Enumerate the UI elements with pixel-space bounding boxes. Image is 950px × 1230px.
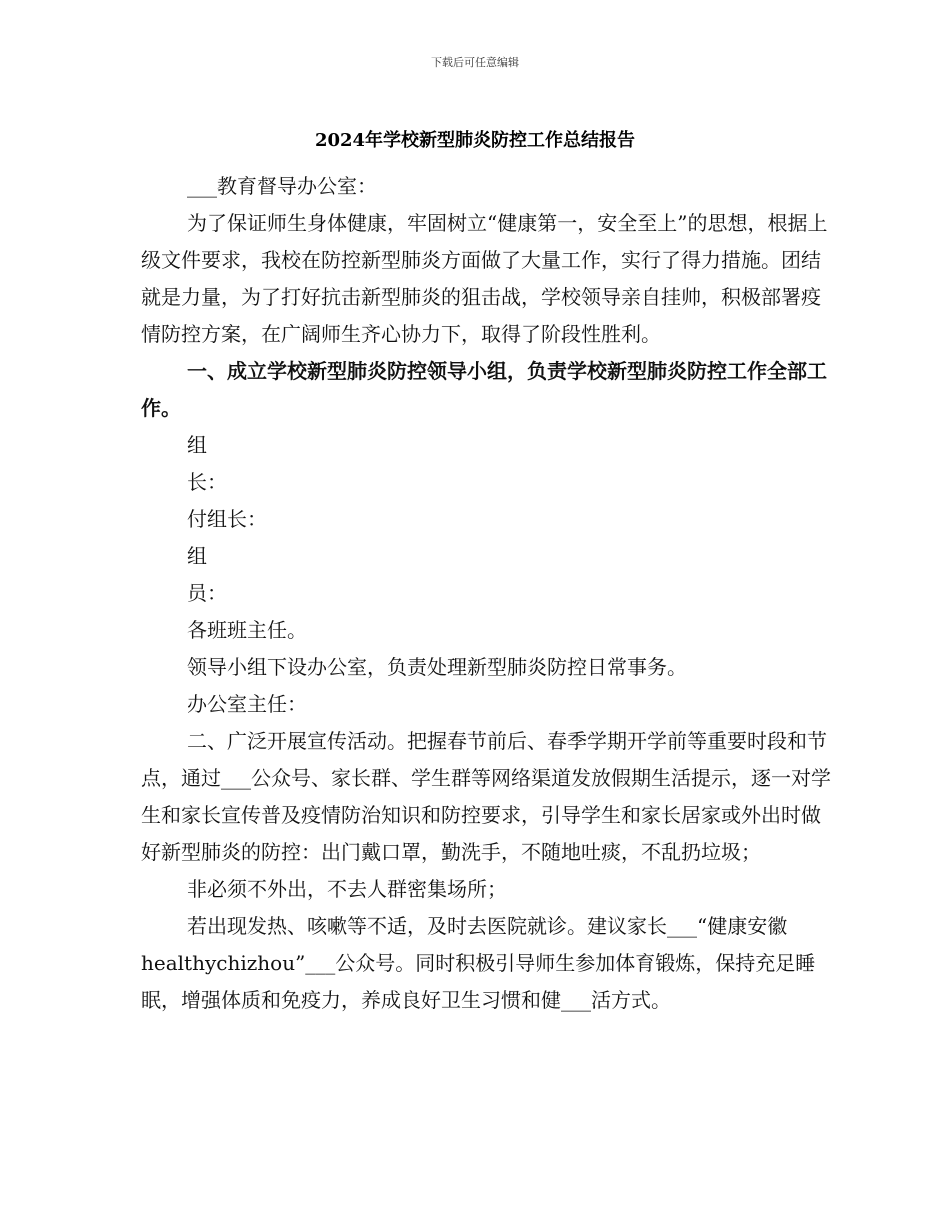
deputy-leader-label: 付组长： — [187, 507, 267, 531]
section-one-heading: 一、成立学校新型肺炎防控领导小组，负责学校新型肺炎防控工作全部工作。 — [141, 359, 827, 420]
office-setup-line: 领导小组下设办公室，负责处理新型肺炎防控日常事务。 — [187, 655, 687, 679]
leader-label-line-2: 长： — [187, 470, 227, 494]
salutation-paragraph: ___教育督导办公室： — [187, 174, 377, 198]
office-director-label: 办公室主任： — [187, 692, 307, 716]
intro-paragraph: 为了保证师生身体健康，牢固树立“健康第一，安全至上”的思想，根据上级文件要求，我校在防控新型肺炎方面做了大量工作，实行了得力措施。团结就是力量，为了打好抗击新型肺炎的狙击战，学校领导亲自挂帅，积极部署疫情防控方案，在广阔师生齐心协力下，取得了阶段性胜利。 — [141, 211, 828, 346]
member-label-line-1: 组 — [187, 544, 207, 568]
document-body — [141, 168, 831, 1019]
document-title: 2024年学校新型肺炎防控工作总结报告 — [314, 130, 636, 151]
member-label-line-2: 员： — [187, 581, 227, 605]
stay-home-paragraph: 非必须不外出，不去人群密集场所； — [187, 877, 507, 901]
leader-label-line-1: 组 — [187, 433, 207, 457]
class-teachers-line: 各班班主任。 — [187, 618, 307, 642]
header-note: 下载后可任意编辑 — [431, 56, 519, 69]
seek-care-paragraph: 若出现发热、咳嗽等不适，及时去医院就诊。建议家长___“健康安徽healthychizhou”___公众号。同时积极引导师生参加体育锻炼，保持充足睡眠，增强体质和免疫力，养成良好卫生习惯和健___活方式。 — [141, 914, 816, 1012]
section-two-paragraph: 二、广泛开展宣传活动。把握春节前后、春季学期开学前等重要时段和节点，通过___公众号、家长群、学生群等网络渠道发放假期生活提示，逐一对学生和家长宣传普及疫情防治知识和防控要求，引导学生和家长居家或外出时做好新型肺炎的防控：出门戴口罩，勤洗手，不随地吐痰，不乱扔垃圾； — [141, 729, 831, 864]
